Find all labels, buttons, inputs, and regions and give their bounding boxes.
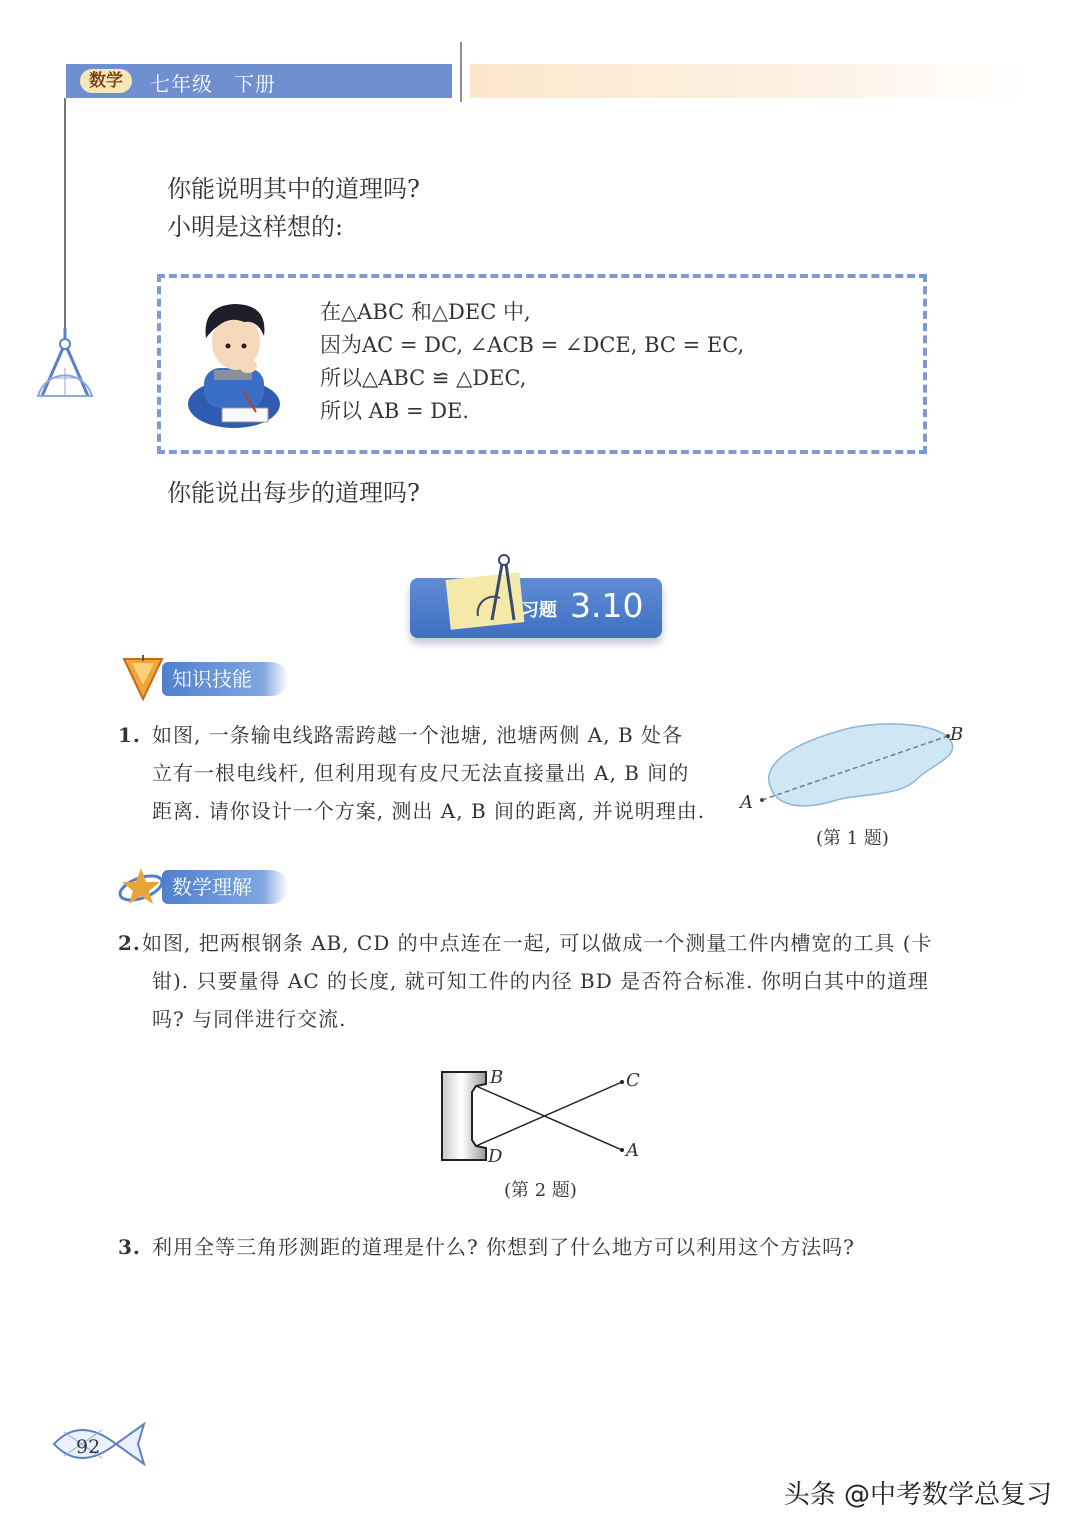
reasoning-line-3: 所以△ABC ≌ △DEC, bbox=[320, 366, 527, 390]
exercise-1-number: 1. bbox=[118, 723, 141, 747]
banner-compass-icon bbox=[470, 554, 526, 626]
watermark: 头条 @中考数学总复习 bbox=[783, 1480, 1052, 1510]
book-title: 七年级 下册 bbox=[150, 72, 276, 96]
figure-2-label-b: B bbox=[490, 1067, 504, 1088]
compass-icon bbox=[34, 326, 96, 400]
figure-1-pond bbox=[740, 718, 970, 818]
figure-1-label-a: A bbox=[740, 792, 753, 813]
reasoning-line-2: 因为AC = DC, ∠ACB = ∠DCE, BC = EC, bbox=[320, 333, 745, 357]
figure-2-label-d: D bbox=[488, 1146, 503, 1167]
student-illustration bbox=[184, 296, 284, 428]
exercise-2-line-2: 钳). 只要量得 AC 的长度, 就可知工件的内径 BD 是否符合标准. 你明白其中的道理 bbox=[152, 969, 929, 993]
plumb-bob-icon bbox=[122, 655, 164, 701]
exercise-1-line-1: 如图, 一条输电线路需跨越一个池塘, 池塘两侧 A, B 处各 bbox=[152, 723, 683, 747]
figure-2-label-a: A bbox=[626, 1140, 639, 1161]
figure-2-caliper bbox=[436, 1066, 646, 1166]
reasoning-line-4: 所以 AB = DE. bbox=[320, 399, 470, 423]
exercise-2-line-3: 吗? 与同伴进行交流. bbox=[152, 1007, 347, 1031]
header-gradient bbox=[470, 64, 1030, 98]
figure-2-caption: (第 2 题) bbox=[504, 1180, 577, 1201]
intro-line-1: 你能说明其中的道理吗? bbox=[167, 175, 420, 203]
exercise-2-number: 2. bbox=[118, 931, 141, 955]
section-tag-understanding: 数学理解 bbox=[162, 870, 288, 904]
subject-logo: 数学 bbox=[80, 69, 132, 93]
exercise-1-line-3: 距离. 请你设计一个方案, 测出 A, B 间的距离, 并说明理由. bbox=[152, 799, 706, 823]
header-divider bbox=[460, 42, 462, 102]
reasoning-line-1: 在△ABC 和△DEC 中, bbox=[320, 300, 531, 324]
margin-line bbox=[64, 98, 66, 330]
exercise-1-line-2: 立有一根电线杆, 但利用现有皮尺无法直接量出 A, B 间的 bbox=[152, 761, 690, 785]
exercise-3-line-1: 利用全等三角形测距的道理是什么? 你想到了什么地方可以利用这个方法吗? bbox=[152, 1235, 855, 1259]
section-tag-knowledge: 知识技能 bbox=[162, 662, 288, 696]
banner-word: 习题 bbox=[521, 600, 557, 621]
exercise-2-line-1: 如图, 把两根钢条 AB, CD 的中点连在一起, 可以做成一个测量工件内槽宽的工具 (卡 bbox=[142, 931, 933, 955]
figure-1-caption: (第 1 题) bbox=[816, 828, 889, 849]
banner-number: 3.10 bbox=[570, 586, 644, 625]
exercise-3-number: 3. bbox=[118, 1235, 141, 1259]
figure-1-label-b: B bbox=[950, 724, 964, 745]
page-number: 92 bbox=[76, 1436, 101, 1458]
intro-line-2: 小明是这样想的: bbox=[167, 213, 344, 241]
prompt-text: 你能说出每步的道理吗? bbox=[167, 479, 420, 507]
star-orbit-icon bbox=[116, 864, 166, 908]
figure-2-label-c: C bbox=[626, 1070, 640, 1091]
